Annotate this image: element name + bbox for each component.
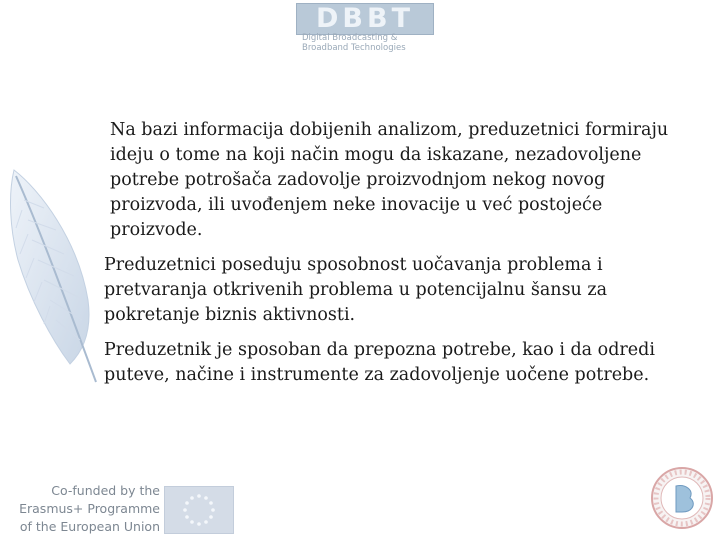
cofunded-line-1: Co-funded by the bbox=[51, 483, 160, 498]
dbbt-logo-box bbox=[296, 3, 434, 35]
eu-stars bbox=[165, 487, 233, 533]
paragraph-2: Preduzetnici poseduju sposobnost uočavanja problema i pretvaranja otkrivenih problema u potencijalnu šansu za pokretanje biznis aktivnosti. bbox=[104, 255, 608, 325]
main-content bbox=[104, 118, 684, 398]
cofunded-line-2: Erasmus+ Programme bbox=[19, 501, 160, 516]
eu-flag-icon bbox=[164, 486, 234, 534]
cofunded-text bbox=[0, 482, 160, 536]
cofunded-line-3: of the European Union bbox=[19, 519, 160, 534]
paragraph-1: Na bazi informacija dobijenih analizom, preduzetnici formiraju ideju o tome na koji način mogu da iskazane, nezadovoljene potrebe potrošača zadovolje proizvodnjom nekog novog proizvoda, ili uvođenjem neke inovacije u već postojeće proizvode. bbox=[110, 120, 669, 240]
dbbt-logo-title: DBBT bbox=[316, 3, 414, 34]
dbbt-logo-subtitle-line1: Digital Broadcasting & bbox=[302, 33, 398, 43]
dbbt-logo-subtitle-line2: Broadband Technologies bbox=[302, 43, 406, 53]
feather-icon bbox=[0, 150, 110, 390]
university-seal-icon bbox=[650, 466, 714, 530]
dbbt-logo-subtitle bbox=[302, 33, 430, 53]
dbbt-logo bbox=[296, 3, 432, 53]
paragraph-3: Preduzetnik je sposoban da prepozna potrebe, kao i da odredi puteve, načine i instrumente za zadovoljenje uočene potrebe. bbox=[104, 340, 655, 385]
